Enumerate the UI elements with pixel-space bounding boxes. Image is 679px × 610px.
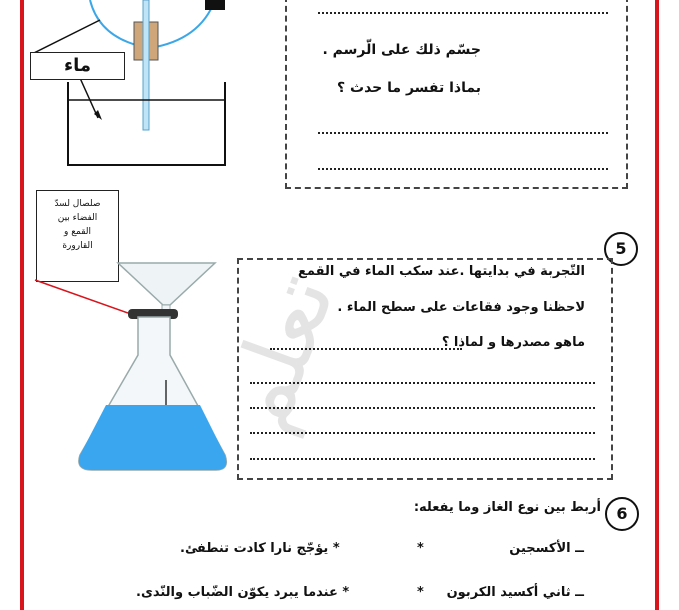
answer-line[interactable]	[270, 348, 462, 350]
label-pointer	[80, 78, 98, 118]
section4-line1: جسّم ذلك على الّرسم .	[322, 42, 481, 58]
water-bottle-diagram	[30, 0, 245, 175]
gas-co2: ــ ثاني أكسيد الكربون	[446, 585, 584, 600]
section5-line3: ماهو مصدرها و لماذا ؟	[441, 335, 585, 350]
blue-liquid	[79, 405, 226, 470]
section5-answer-box	[237, 258, 613, 480]
answer-line[interactable]	[250, 458, 595, 460]
clay-pointer	[35, 280, 128, 313]
answer-line[interactable]	[318, 168, 608, 170]
funnel	[118, 263, 215, 305]
answer-line[interactable]	[250, 382, 595, 384]
left-page-border	[20, 0, 24, 610]
section6-instruction: أربط بين نوع الغاز وما يفعله:	[413, 500, 601, 515]
section5-number: 5	[604, 232, 638, 266]
match-dot-left[interactable]: *	[417, 541, 424, 556]
effect-fog: * عندما يبرد يكوّن الضّباب والنّدى.	[136, 585, 350, 600]
match-dot-left[interactable]: *	[417, 585, 424, 600]
glass-tube	[143, 0, 149, 130]
section6-number: 6	[605, 497, 639, 531]
watermark: تعلم	[202, 260, 356, 445]
section4-line2: بماذا تفسر ما حدث ؟	[337, 80, 481, 96]
right-page-border	[655, 0, 659, 610]
note-line: الفضاء بين	[57, 213, 98, 223]
flask-funnel-diagram	[30, 255, 250, 495]
note-line: صلصال لسدّ	[54, 199, 101, 209]
note-line: القارورة	[62, 241, 93, 251]
answer-line[interactable]	[318, 12, 608, 14]
water-label: ماء	[30, 52, 125, 80]
section5-line1: التّجربة في بدايتها .عند سكب الماء في القمع	[298, 264, 585, 279]
arrow-tip	[205, 0, 225, 10]
effect-fire: * يؤجّج نارا كادت تنطفئ.	[180, 541, 340, 556]
answer-line[interactable]	[250, 432, 595, 434]
gas-oxygen: ــ الأكسجين	[509, 541, 584, 556]
section5-line2: لاحظنا وجود فقاعات على سطح الماء .	[337, 300, 585, 315]
answer-line[interactable]	[250, 407, 595, 409]
answer-line[interactable]	[318, 132, 608, 134]
note-line: القمع و	[64, 227, 91, 237]
